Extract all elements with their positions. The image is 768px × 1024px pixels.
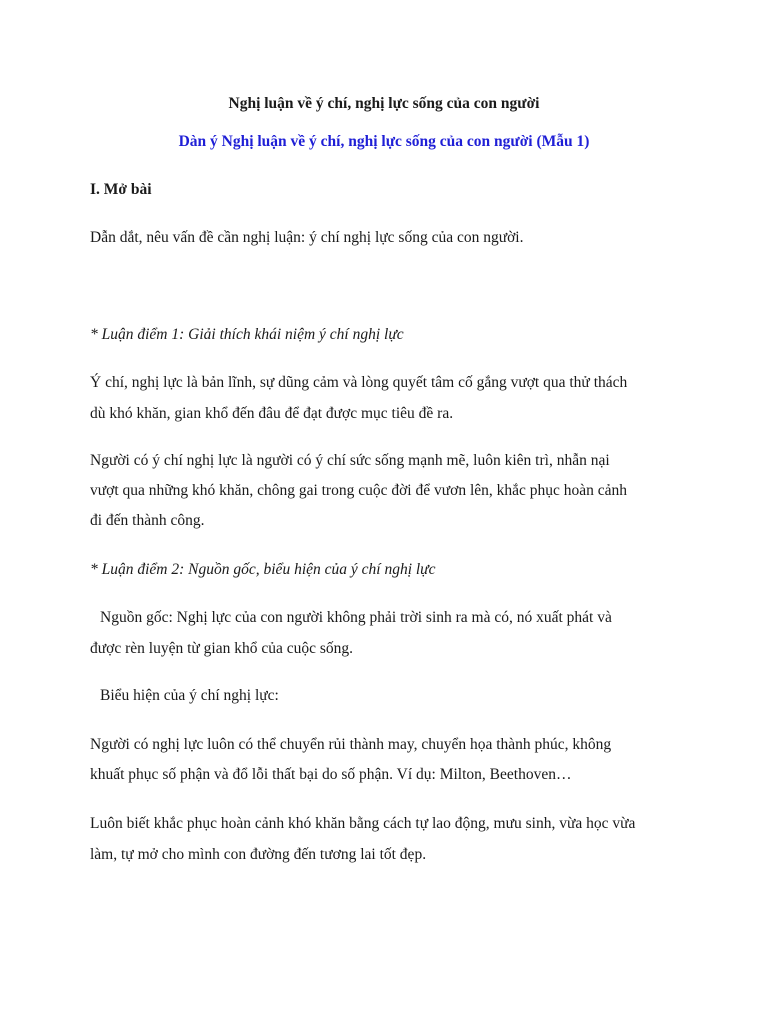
manifest-para2-line1: Luôn biết khắc phục hoàn cảnh khó khăn bằng cách tự lao động, mưu sinh, vừa học vừa	[90, 815, 636, 832]
point1-heading: * Luận điểm 1: Giải thích khái niệm ý chí nghị lực	[90, 326, 404, 343]
manifest-para1-line2: khuất phục số phận và đổ lỗi thất bại do số phận. Ví dụ: Milton, Beethoven…	[90, 766, 572, 783]
point1-para2-line3: đi đến thành công.	[90, 512, 205, 529]
section-heading-intro: I. Mở bài	[90, 181, 152, 198]
origin-line2: được rèn luyện từ gian khổ của cuộc sống.	[90, 640, 354, 657]
point1-para2-line2: vượt qua những khó khăn, chông gai trong cuộc đời để vươn lên, khắc phục hoàn cảnh	[90, 482, 628, 499]
manifest-para2-line2: làm, tự mở cho mình con đường đến tương lai tốt đẹp.	[90, 846, 427, 863]
point2-heading: * Luận điểm 2: Nguồn gốc, biểu hiện của ý chí nghị lực	[90, 561, 436, 578]
point1-para2-line1: Người có ý chí nghị lực là người có ý chí sức sống mạnh mẽ, luôn kiên trì, nhẫn nại	[90, 452, 610, 469]
outline-subtitle: Dàn ý Nghị luận về ý chí, nghị lực sống của con người (Mẫu 1)	[178, 133, 590, 150]
manifest-heading: Biểu hiện của ý chí nghị lực:	[100, 687, 279, 704]
manifest-para1-line1: Người có nghị lực luôn có thể chuyển rủi thành may, chuyển họa thành phúc, không	[90, 736, 612, 753]
origin-line1: Nguồn gốc: Nghị lực của con người không phải trời sinh ra mà có, nó xuất phát và	[100, 609, 612, 626]
intro-text: Dẫn dắt, nêu vấn đề cần nghị luận: ý chí nghị lực sống của con người.	[90, 229, 524, 246]
point1-para1-line2: dù khó khăn, gian khổ đến đâu để đạt được mục tiêu đề ra.	[90, 405, 454, 422]
point1-para1-line1: Ý chí, nghị lực là bản lĩnh, sự dũng cảm và lòng quyết tâm cố gắng vượt qua thử thách	[90, 374, 628, 391]
document-title: Nghị luận về ý chí, nghị lực sống của con người	[228, 95, 540, 112]
